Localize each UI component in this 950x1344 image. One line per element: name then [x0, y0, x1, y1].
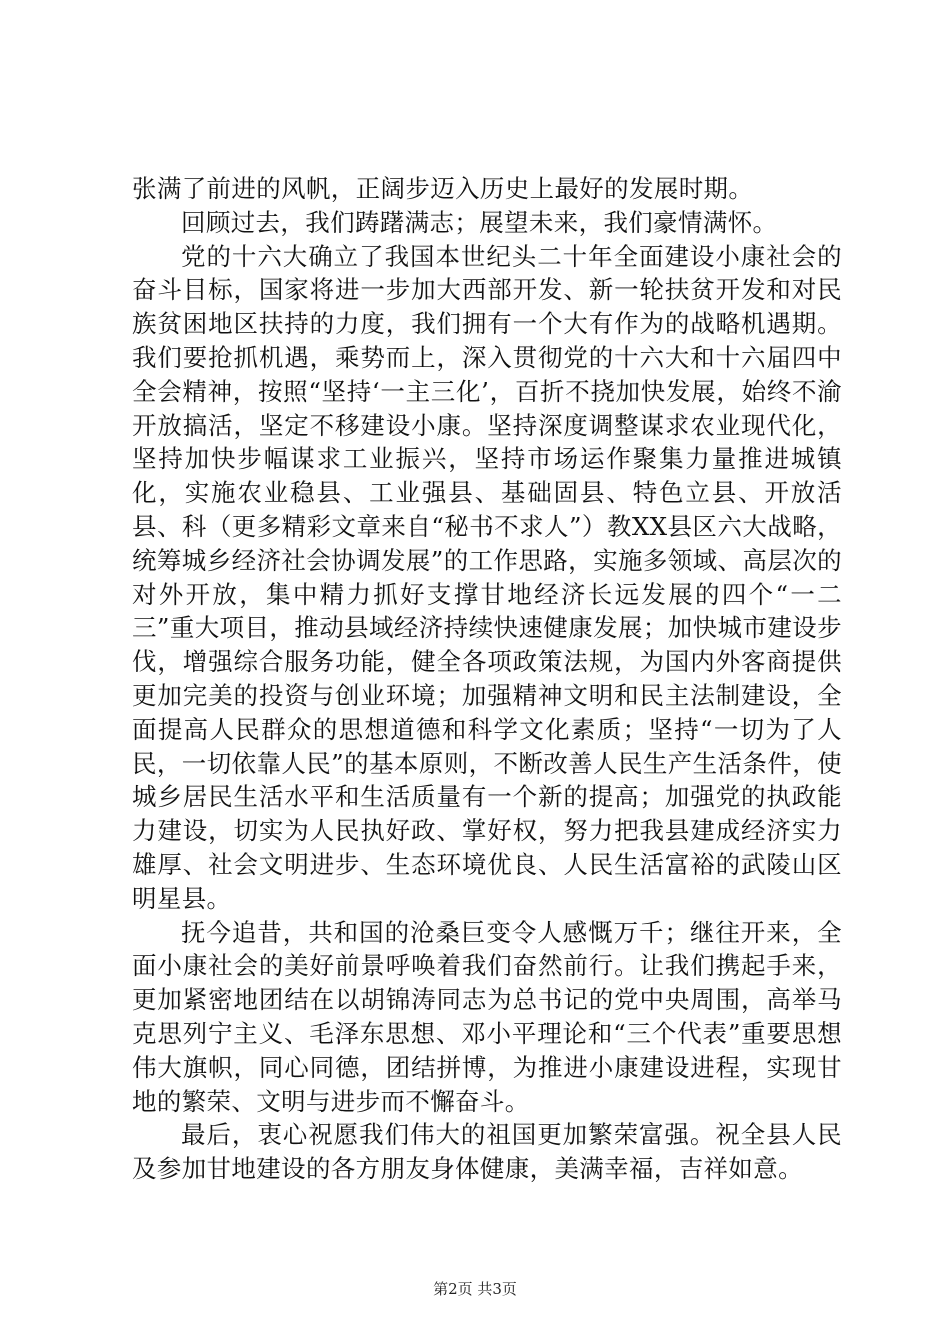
document-body [132, 172, 842, 1186]
paragraph-closing-wishes: 最后，衷心祝愿我们伟大的祖国更加繁荣富强。祝全县人民及参加甘地建设的各方朋友身体健康，美满幸福，吉祥如意。 [132, 1120, 842, 1184]
page-number-footer: 第2页 共3页 [433, 1280, 517, 1298]
paragraph-continuation: 张满了前进的风帆，正阔步迈入历史上最好的发展时期。 [132, 174, 754, 203]
paragraph-strategy: 党的十六大确立了我国本世纪头二十年全面建设小康社会的奋斗目标，国家将进一步加大西部开发、新一轮扶贫开发和对民族贫困地区扶持的力度，我们拥有一个大有作为的战略机遇期。我们要抢抓机遇，乘势而上，深入贯彻党的十六大和十六届四中全会精神，按照“坚持‘一主三化’，百折不挠加快发展，始终不渝开放搞活，坚定不移建设小康。坚持深度调整谋求农业现代化，坚持加快步幅谋求工业振兴，坚持市场运作聚集力量推进城镇化，实施农业稳县、工业强县、基础固县、特色立县、开放活县、科（更多精彩文章来自“秘书不求人”）教XX县区六大战略，统筹城乡经济社会协调发展”的工作思路，实施多领域、高层次的对外开放，集中精力抓好支撑甘地经济长远发展的四个“一二三”重大项目，推动县域经济持续快速健康发展；加快城市建设步伐，增强综合服务功能，健全各项政策法规，为国内外客商提供更加完美的投资与创业环境；加强精神文明和民主法制建设，全面提高人民群众的思想道德和科学文化素质；坚持“一切为了人民，一切依靠人民”的基本原则，不断改善人民生产生活条件，使城乡居民生活水平和生活质量有一个新的提高；加强党的执政能力建设，切实为人民执好政、掌好权，努力把我县建成经济实力雄厚、社会文明进步、生态环境优良、人民生活富裕的武陵山区明星县。 [132, 241, 842, 913]
paragraph-reflection: 回顾过去，我们踌躇满志；展望未来，我们豪情满怀。 [181, 207, 778, 237]
paragraph-call-to-action: 抚今追昔，共和国的沧桑巨变令人感慨万千；继往开来，全面小康社会的美好前景呼唤着我们奋然前行。让我们携起手来，更加紧密地团结在以胡锦涛同志为总书记的党中央周围，高举马克思列宁主义、毛泽东思想、邓小平理论和“三个代表”重要思想伟大旗帜，同心同德，团结拼博，为推进小康建设进程，实现甘地的繁荣、文明与进步而不懈奋斗。 [132, 917, 842, 1116]
